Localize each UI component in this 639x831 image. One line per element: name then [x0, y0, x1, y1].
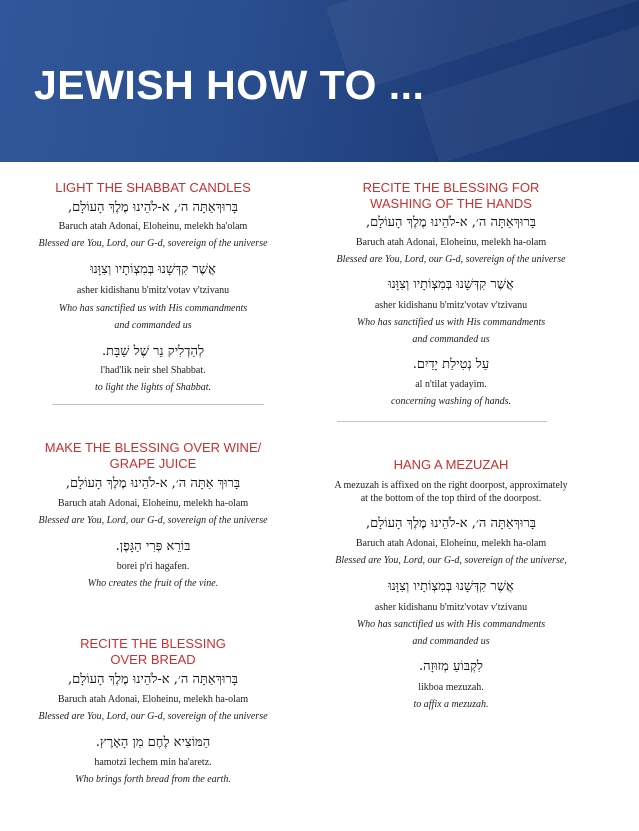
instruction-text: A mezuzah is affixed on the right doorpost, approximately [334, 480, 568, 491]
translation: and commanded us [412, 334, 490, 345]
hebrew-blessing: אֲשֶׁר קִדְּשָׁנוּ בְּמִצְוֹתָיו וְצִוָּנוּ [90, 262, 216, 277]
section-shabbat-candles [22, 180, 284, 395]
hebrew-blessing: בּוֹרֵא פְּרִי הַגָּפֶן. [115, 539, 191, 554]
transliteration: asher kidishanu b'mitz'votav v'tzivanu [374, 602, 528, 613]
hebrew-blessing: אֲשֶׁר קִדְּשָׁנוּ בְּמִצְוֹתָיו וְצִוָּנוּ [388, 277, 514, 292]
transliteration: Baruch atah Adonai, Eloheinu, melekh ha-olam [57, 498, 249, 509]
transliteration: hamotzi lechem min ha'aretz. [94, 757, 212, 768]
hebrew-blessing: לְהַדְלִיק נֵר שֶׁל שַׁבָּת. [101, 344, 205, 359]
translation: concerning washing of hands. [391, 396, 511, 407]
section-heading: RECITE THE BLESSING FOR [362, 180, 540, 195]
translation: Blessed are You, Lord, our G-d, sovereign of the universe [38, 711, 268, 722]
section-blessing-bread [22, 636, 284, 787]
translation: to affix a mezuzah. [413, 699, 489, 710]
section-heading: WASHING OF THE HANDS [370, 196, 532, 211]
translation: Blessed are You, Lord, our G-d, sovereign of the universe [336, 254, 566, 265]
section-mezuzah [320, 457, 582, 712]
translation: and commanded us [114, 320, 192, 331]
section-heading: GRAPE JUICE [109, 456, 197, 471]
hebrew-blessing: בָּרוּךְאַתָּה ה׳, א-לֹהֵינוּ מֶלֶךְ הָעוֹלָם, [67, 672, 239, 687]
translation: Who has sanctified us with His commandments [58, 303, 248, 314]
translation: Who has sanctified us with His commandments [356, 619, 546, 630]
section-heading: HANG A MEZUZAH [393, 457, 509, 472]
hebrew-blessing: בָּרוּךְאַתָּה ה׳, א-לֹהֵינוּ מֶלֶךְ הָעוֹלָם, [365, 516, 537, 531]
page-title: JEWISH HOW TO ... [34, 62, 425, 108]
transliteration: Baruch atah Adonai, Eloheinu, melekh ha-olam [57, 694, 249, 705]
transliteration: al n'tilat yadayim. [415, 379, 487, 390]
section-heading: MAKE THE BLESSING OVER WINE/ [44, 440, 262, 455]
transliteration: l'had'lik neir shel Shabbat. [100, 365, 206, 376]
transliteration: asher kidishanu b'mitz'votav v'tzivanu [76, 285, 230, 296]
transliteration: Baruch atah Adonai, Eloheinu, melekh ha-olam [355, 237, 547, 248]
hebrew-blessing: הַמּוֹצִיא לֶחֶם מִן הָאָרֶץ. [95, 735, 211, 750]
hebrew-blessing: עַל נְטִילַת יָדַיִם. [412, 357, 490, 372]
transliteration: borei p'ri hagafen. [116, 561, 190, 572]
transliteration: asher kidishanu b'mitz'votav v'tzivanu [374, 300, 528, 311]
translation: Who has sanctified us with His commandments [356, 317, 546, 328]
section-divider [337, 421, 547, 422]
hebrew-blessing: בָּרוּךְאַתָּה ה׳, א-לֹהֵינוּ מֶלֶךְ הָעוֹלָם, [365, 215, 537, 230]
instruction-text: at the bottom of the top third of the doorpost. [360, 493, 542, 504]
hebrew-blessing: בָּרוּךְ אַתָּה ה׳, א-לֹהֵינוּ מֶלֶךְ הָעוֹלָם, [65, 476, 241, 491]
translation: to light the lights of Shabbat. [94, 382, 212, 393]
section-divider [52, 404, 264, 405]
section-washing-hands [320, 180, 582, 409]
transliteration: Baruch atah Adonai, Eloheinu, melekh ha-olam [355, 538, 547, 549]
hebrew-blessing: בָּרוּךְאַתָּה ה׳, א-לֹהֵינוּ מֶלֶךְ הָעוֹלָם, [67, 200, 239, 215]
translation: Blessed are You, Lord, our G-d, sovereign of the universe, [335, 555, 567, 566]
transliteration: Baruch atah Adonai, Eloheinu, melekh ha'olam [58, 221, 248, 232]
section-heading: LIGHT THE SHABBAT CANDLES [55, 180, 251, 195]
translation: Who creates the fruit of the vine. [87, 578, 219, 589]
translation: Who brings forth bread from the earth. [75, 774, 231, 785]
hebrew-blessing: אֲשֶׁר קִדְּשָׁנוּ בְּמִצְוֹתָיו וְצִוָּנוּ [388, 579, 514, 594]
section-heading: OVER BREAD [110, 652, 196, 667]
transliteration: likboa mezuzah. [418, 682, 484, 693]
translation: Blessed are You, Lord, our G-d, sovereign of the universe [38, 515, 268, 526]
hebrew-blessing: לִקְבּוֹעַ מְזוּזָה. [418, 659, 483, 674]
section-blessing-wine [22, 440, 284, 591]
translation: Blessed are You, Lord, our G-d, sovereign of the universe [38, 238, 268, 249]
section-heading: RECITE THE BLESSING [80, 636, 226, 651]
translation: and commanded us [412, 636, 490, 647]
header-banner [0, 0, 639, 162]
